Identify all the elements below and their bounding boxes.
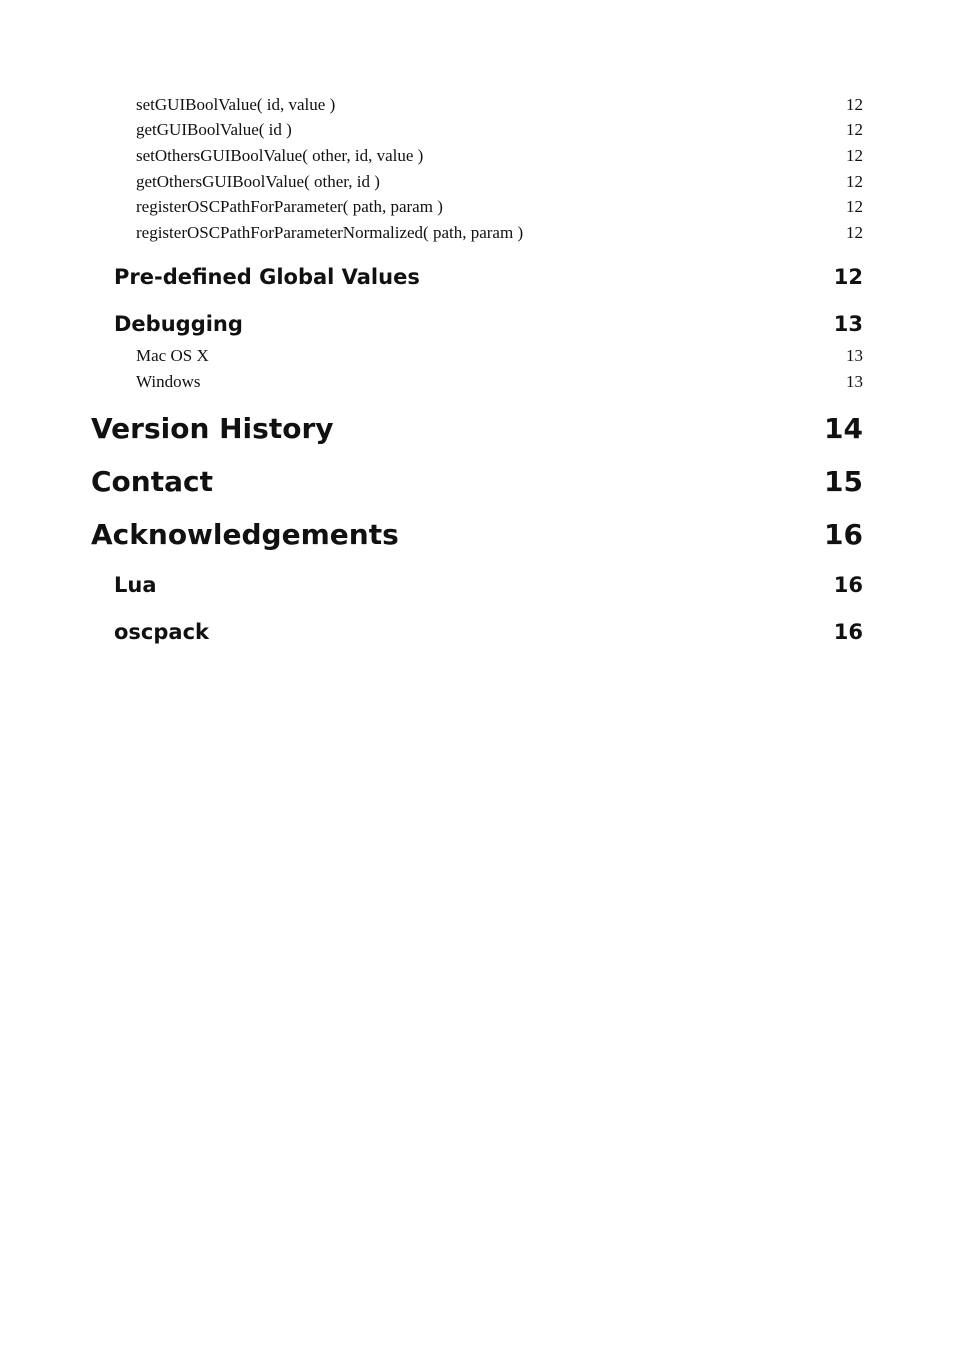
toc-entry-title: Mac OS X — [136, 346, 209, 365]
toc-entry-page: 13 — [846, 346, 863, 365]
toc-entry-version-history[interactable] — [91, 412, 863, 446]
toc-entry-setothersguiboolvalue[interactable] — [136, 146, 863, 166]
toc-entry-title: registerOSCPathForParameterNormalized( path, param ) — [136, 223, 524, 242]
toc-entry-contact[interactable] — [91, 465, 863, 499]
toc-entry-page: 15 — [824, 465, 863, 498]
toc-entry-title: Windows — [136, 372, 201, 391]
toc-entry-title: Debugging — [114, 312, 243, 336]
toc-entry-page: 16 — [824, 518, 863, 551]
toc-entry-debugging[interactable] — [114, 311, 863, 337]
toc-entry-title: Lua — [114, 573, 157, 597]
toc-entry-mac-os-x[interactable] — [136, 346, 863, 366]
toc-entry-page: 13 — [846, 372, 863, 391]
toc-entry-oscpack[interactable] — [114, 619, 863, 645]
toc-entry-title: Version History — [91, 412, 334, 445]
toc-entry-page: 12 — [846, 172, 863, 191]
toc-entry-lua[interactable] — [114, 572, 863, 598]
toc-entry-registeroscpathforparameternormalized[interactable] — [136, 223, 863, 243]
toc-entry-page: 12 — [846, 197, 863, 216]
toc-entry-page: 12 — [846, 223, 863, 242]
toc-entry-title: getGUIBoolValue( id ) — [136, 120, 292, 139]
toc-entry-page: 16 — [833, 573, 863, 597]
toc-entry-title: setOthersGUIBoolValue( other, id, value ) — [136, 146, 424, 165]
toc-entry-getguiboolvalue[interactable] — [136, 120, 863, 140]
toc-entry-page: 14 — [824, 412, 863, 445]
toc-entry-windows[interactable] — [136, 372, 863, 392]
toc-entry-page: 12 — [833, 265, 863, 289]
toc-entry-title: Acknowledgements — [91, 518, 399, 551]
toc-entry-predefined-global-values[interactable] — [114, 264, 863, 290]
toc-entry-title: registerOSCPathForParameter( path, param ) — [136, 197, 443, 216]
toc-entry-page: 16 — [833, 620, 863, 644]
toc-entry-getothersguiboolvalue[interactable] — [136, 172, 863, 192]
toc-entry-page: 13 — [833, 312, 863, 336]
toc-entry-title: Pre-defined Global Values — [114, 265, 420, 289]
toc-entry-page: 12 — [846, 146, 863, 165]
toc-entry-title: Contact — [91, 465, 213, 498]
toc-entry-title: oscpack — [114, 620, 209, 644]
toc-entry-title: getOthersGUIBoolValue( other, id ) — [136, 172, 380, 191]
toc-entry-title: setGUIBoolValue( id, value ) — [136, 95, 336, 114]
toc-entry-setguiboolvalue[interactable] — [136, 95, 863, 115]
toc-entry-acknowledgements[interactable] — [91, 518, 863, 552]
toc-entry-page: 12 — [846, 120, 863, 139]
toc-entry-registeroscpathforparameter[interactable] — [136, 197, 863, 217]
toc-entry-page: 12 — [846, 95, 863, 114]
